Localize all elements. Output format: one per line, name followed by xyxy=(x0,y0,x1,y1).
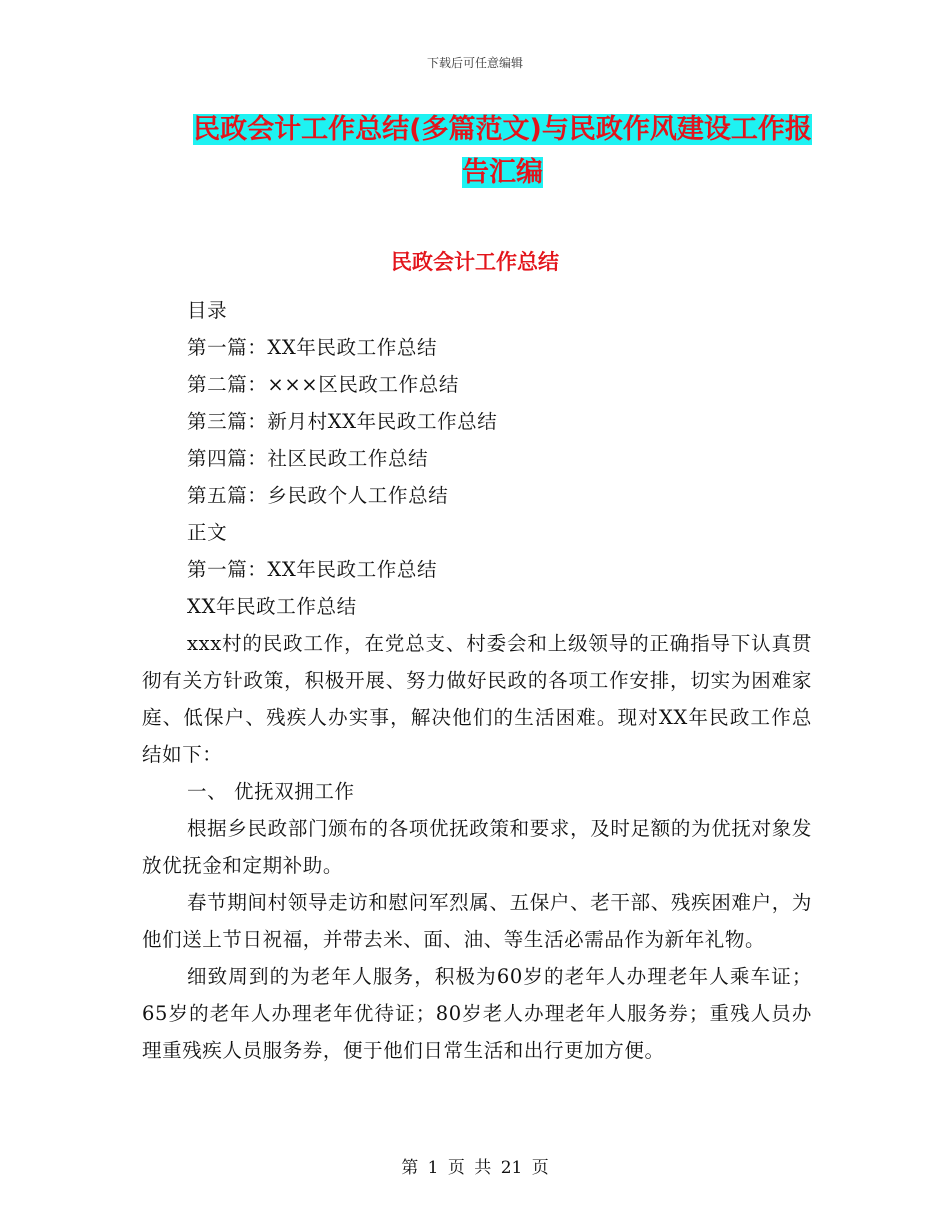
paragraph: xxx村的民政工作，在党总支、村委会和上级领导的正确指导下认真贯彻有关方针政策，积极开展、努力做好民政的各项工作安排，切实为困难家庭、低保户、残疾人办实事，解决他们的生活困难。现对XX年民政工作总结如下： xyxy=(142,632,812,766)
doc-title: XX年民政工作总结 xyxy=(187,595,357,618)
section-title: 民政会计工作总结 xyxy=(391,250,559,274)
subsection-heading: 一、 优抚双拥工作 xyxy=(187,780,355,803)
paragraph: 春节期间村领导走访和慰问军烈属、五保户、老干部、残疾困难户，为他们送上节日祝福，并带去米、面、油、等生活必需品作为新年礼物。 xyxy=(142,891,812,951)
toc-item: 第二篇：×××区民政工作总结 xyxy=(187,373,459,396)
paragraph: 细致周到的为老年人服务，积极为60岁的老年人办理老年人乘车证；65岁的老年人办理老年优待证；80岁老人办理老年人服务券；重残人员办理重残疾人员服务券，便于他们日常生活和出行更加方便。 xyxy=(142,965,812,1062)
toc-item: 第一篇：XX年民政工作总结 xyxy=(187,336,438,359)
header-note: 下载后可任意编辑 xyxy=(426,56,523,70)
document-body xyxy=(142,292,812,1069)
chapter-title: 第一篇：XX年民政工作总结 xyxy=(187,558,438,581)
page-footer: 第 1 页 共 21 页 xyxy=(401,1158,549,1178)
document-title-text: 民政会计工作总结(多篇范文)与民政作风建设工作报告汇编 xyxy=(193,114,812,188)
toc-item: 第三篇：新月村XX年民政工作总结 xyxy=(187,410,498,433)
paragraph: 根据乡民政部门颁布的各项优抚政策和要求，及时足额的为优抚对象发放优抚金和定期补助。 xyxy=(142,817,812,877)
toc-heading: 目录 xyxy=(187,299,228,322)
document-title xyxy=(190,108,815,194)
toc-item: 第五篇：乡民政个人工作总结 xyxy=(187,484,449,507)
body-heading: 正文 xyxy=(187,521,228,544)
toc-item: 第四篇：社区民政工作总结 xyxy=(187,447,429,470)
